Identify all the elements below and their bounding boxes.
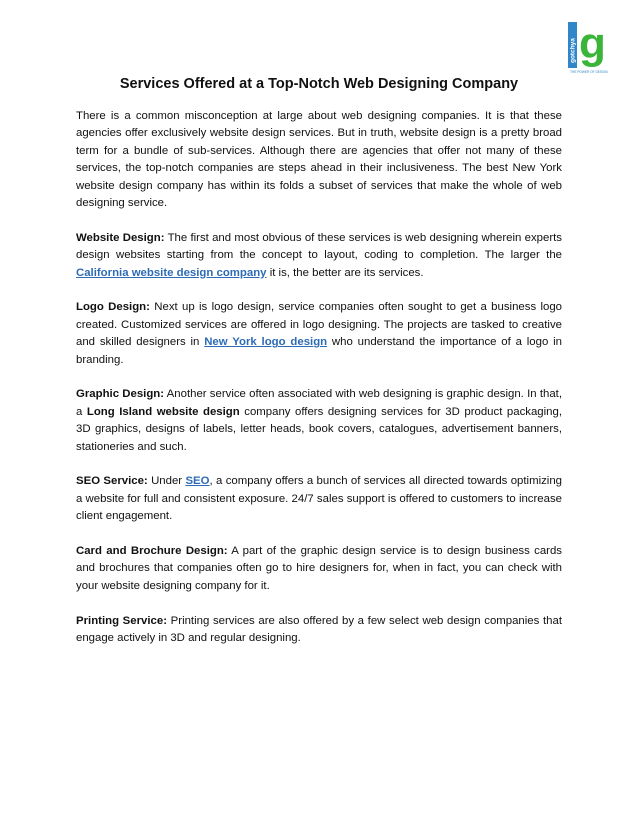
company-logo bbox=[566, 19, 616, 75]
logo-design-text: Next up is logo design, service companies often sought to get a business logo created. Customized services are offered in logo designing. The projects are tasked to creative and skilled designers in bbox=[76, 301, 563, 349]
seo-service-text: Under bbox=[147, 475, 186, 488]
intro-paragraph: There is a common misconception at large about web designing companies. It is that these agencies offer exclusively website design services. But in truth, website design is a pretty broad term for a bundle of sub-services. Although there are agencies that offer not many of these services, the top-notch companies are steps ahead in their inclusiveness. The best New York website design company has within its folds a subset of services that make the whole of web designing service. bbox=[76, 110, 562, 210]
website-design-text: The first and most obvious of these services is web designing wherein experts design websites starting from the concept to layout, coding to completion. The larger the bbox=[76, 231, 562, 262]
seo-link[interactable]: SEO bbox=[185, 475, 210, 488]
website-design-paragraph bbox=[76, 230, 562, 282]
logo-design-label: Logo Design: bbox=[76, 301, 150, 314]
card-brochure-label: Card and Brochure Design: bbox=[76, 545, 228, 558]
seo-service-label: SEO Service: bbox=[76, 475, 148, 488]
website-design-text-end: it is, the better are its services. bbox=[266, 266, 424, 279]
card-brochure-text: A part of the graphic design service is to design business cards and brochures that companies often go to hire designers for, when in fact, you can check with your website designing company for it. bbox=[76, 545, 562, 592]
website-design-label: Website Design: bbox=[76, 231, 165, 244]
document-title: Services Offered at a Top-Notch Web Designing Company bbox=[119, 76, 519, 92]
california-website-design-link[interactable]: California website design company bbox=[76, 266, 267, 279]
long-island-website-design-text: Long Island website design bbox=[86, 405, 240, 418]
graphic-design-text: Another service often associated with web designing is graphic design. In that, a bbox=[76, 388, 562, 418]
logo-side-text: gotchya bbox=[569, 38, 577, 63]
graphic-design-text-end: company offers designing services for 3D product packaging, 3D graphics, designs of labels, letter heads, book covers, catalogues, advertisement banners, stationeries and such. bbox=[76, 405, 562, 453]
logo-tagline: THE POWER OF DESIGN bbox=[570, 70, 608, 74]
card-brochure-paragraph bbox=[76, 543, 562, 595]
printing-service-text: Printing services are also offered by a few select web design companies that engage actively in 3D and regular designing. bbox=[76, 614, 562, 645]
graphic-design-paragraph bbox=[76, 386, 562, 456]
printing-service-paragraph bbox=[76, 613, 562, 648]
seo-service-text-end: , a company offers a bunch of services all directed towards optimizing a website for full and consistent exposure. 24/7 sales support is offered to customers to increase client engagement. bbox=[76, 475, 562, 523]
logo-graphic bbox=[566, 19, 616, 75]
new-york-logo-design-link[interactable]: New York logo design bbox=[204, 336, 328, 349]
seo-service-paragraph bbox=[76, 473, 562, 525]
graphic-design-label: Graphic Design: bbox=[76, 388, 165, 401]
document-body bbox=[76, 108, 562, 665]
printing-service-label: Printing Service: bbox=[76, 614, 168, 627]
logo-design-paragraph bbox=[76, 299, 562, 369]
logo-letter: g bbox=[579, 19, 606, 68]
logo-design-text-end: who understand the importance of a logo in branding. bbox=[76, 336, 562, 366]
